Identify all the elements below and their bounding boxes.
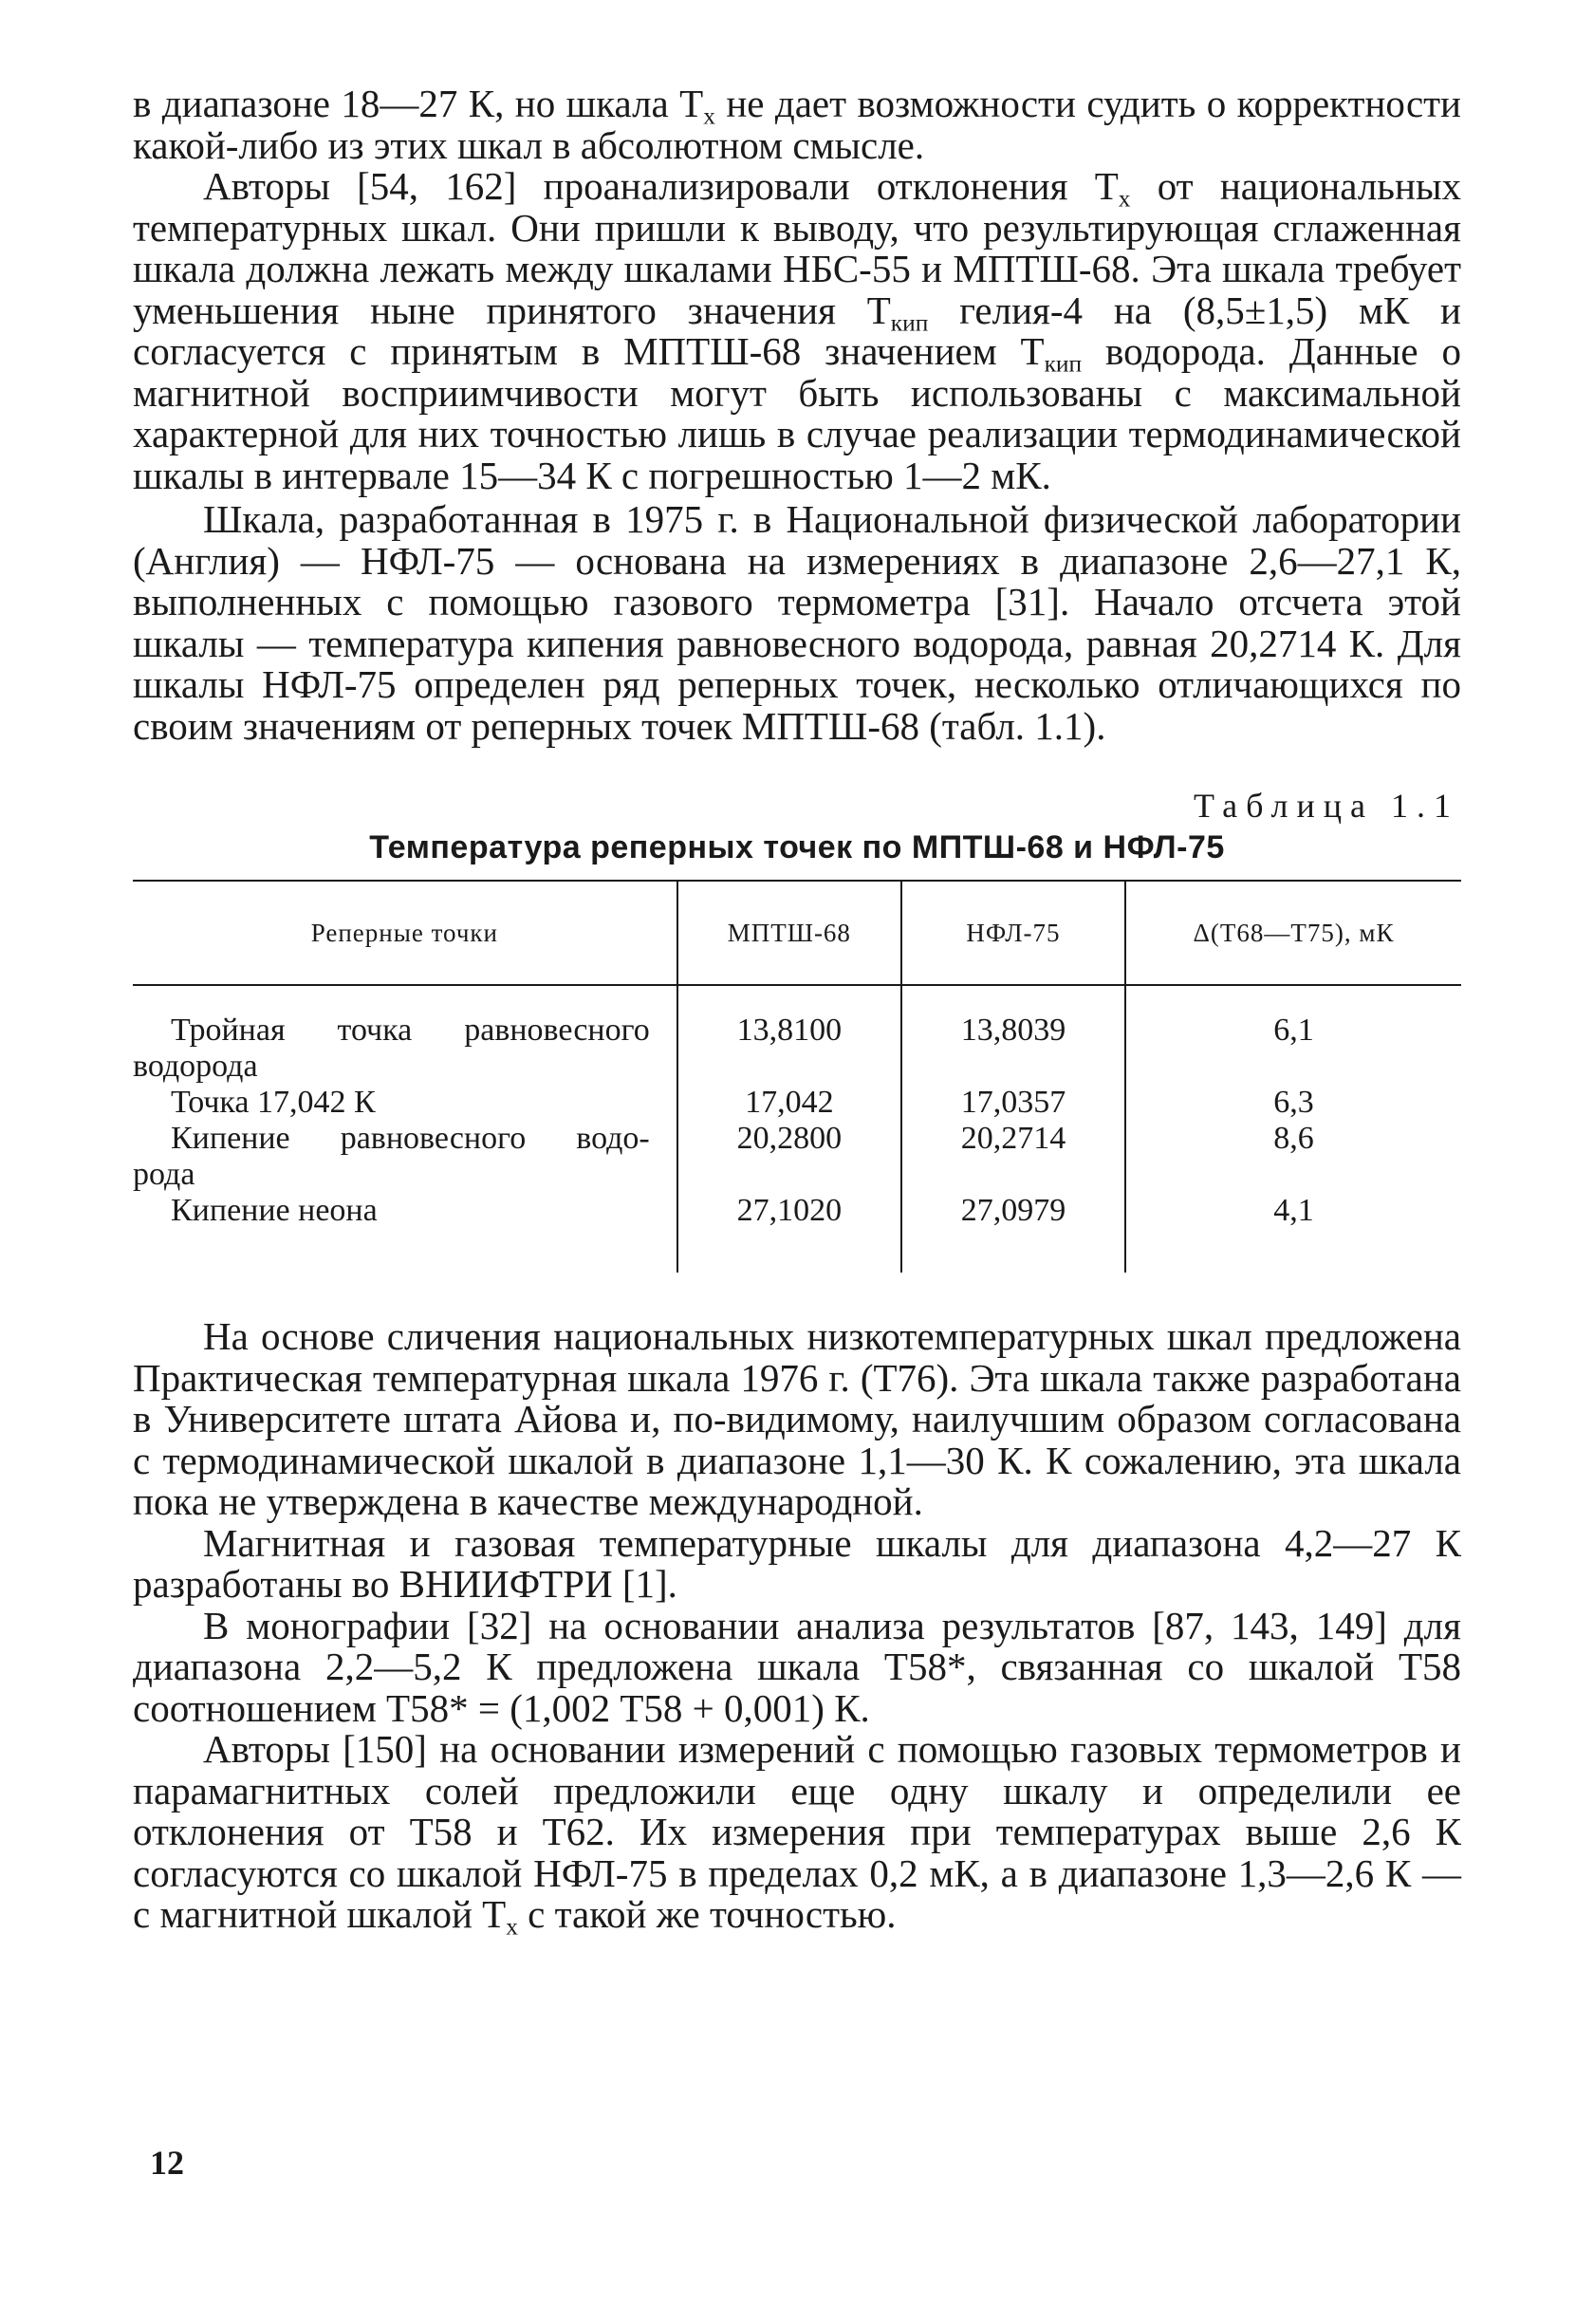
header-mptsh68: МПТШ-68 bbox=[677, 881, 901, 985]
row-label bbox=[133, 1085, 677, 1121]
table-caption: Таблица 1.1 bbox=[1194, 787, 1459, 825]
paragraph-1-text: в диапазоне 18—27 К, но шкала T bbox=[133, 82, 704, 125]
paragraph-4: На основе сличения национальных низкотемпературных шкал предложена Практическая температурная шкала 1976 г. (Т76). Эта шкала также разработана в Университете штата Айова и, по-видимому, наилучшим образом согласована с термодинамической шкалой в диапазоне 1,1—30 К. К сожалению, эта шкала пока не утверждена в качестве международной. bbox=[133, 1314, 1461, 1523]
row-label-line-1: Тройная точка равновесного bbox=[171, 1013, 650, 1048]
cell-delta: 4,1 bbox=[1125, 1193, 1461, 1273]
subscript: x bbox=[703, 102, 715, 130]
table-row bbox=[133, 1085, 1461, 1121]
paragraph-3: Шкала, разработанная в 1975 г. в Национальной физической лаборатории (Англия) — НФЛ-75 — основана на измерениях в диапазоне 2,6—27,1 К, выполненных с помощью газового термометра [31]. Начало отсчета этой шкалы — температура кипения равновесного водорода, равная 20,2714 К. Для шкалы НФЛ-75 определен ряд реперных точек, несколько отличающихся по своим значениям от реперных точек МПТШ-68 (табл. 1.1). bbox=[133, 497, 1461, 748]
table-header-row bbox=[133, 881, 1461, 985]
row-label-line-1: Кипение равновесного водо- bbox=[171, 1121, 650, 1156]
table-title: Температура реперных точек по МПТШ-68 и НФЛ-75 bbox=[369, 829, 1225, 865]
subscript: x bbox=[506, 1913, 518, 1941]
paragraph-2-part-c: гелия-4 на (8,5±1,5) мК и согласуется с принятым в МПТШ-68 значением T bbox=[133, 288, 1461, 373]
reference-points-table bbox=[133, 880, 1461, 1273]
subscript: x bbox=[1118, 185, 1131, 213]
cell-nfl75: 13,8039 bbox=[901, 985, 1125, 1085]
subscript: кип bbox=[890, 309, 929, 337]
page-number: 12 bbox=[150, 2144, 184, 2182]
cell-delta: 6,3 bbox=[1125, 1085, 1461, 1121]
paragraph-7-part-a: Авторы [150] на основании измерений с помощью газовых термометров и парамагнитных солей предложили еще одну шкалу и определили ее отклонения от Т58 и Т62. Их измерения при температурах выше 2,6 К согласуются со шкалой НФЛ-75 в пределах 0,2 мК, а в диапазоне 1,3—2,6 К — с магнитной шкалой T bbox=[133, 1727, 1461, 1936]
row-label bbox=[133, 1121, 677, 1193]
paragraph-2-part-d: водорода. Данные о магнитной восприимчивости могут быть использованы с максимальной характерной для них точностью лишь в случае реализации термодинамической шкалы в интервале 15—34 К с погрешностью 1—2 мК. bbox=[133, 329, 1461, 497]
header-nfl75: НФЛ-75 bbox=[901, 881, 1125, 985]
paragraph-5: Магнитная и газовая температурные шкалы для диапазона 4,2—27 К разработаны во ВНИИФТРИ [1]. bbox=[133, 1520, 1461, 1606]
cell-mptsh68: 20,2800 bbox=[677, 1121, 901, 1193]
paragraph-2-part-b: от национальных температурных шкал. Они пришли к выводу, что результирующая сглаженная шкала должна лежать между шкалами НБС-55 и МПТШ-68. Эта шкала требует уменьшения ныне принятого значения T bbox=[133, 164, 1461, 332]
row-label-line-2: водорода bbox=[133, 1049, 258, 1084]
row-label-line-1: Кипение неона bbox=[171, 1193, 378, 1228]
row-label bbox=[133, 985, 677, 1085]
paragraph-2 bbox=[133, 166, 1461, 496]
paragraph-7-part-b: с такой же точностью. bbox=[517, 1892, 897, 1936]
subscript: кип bbox=[1044, 350, 1083, 378]
table-row bbox=[133, 1193, 1461, 1273]
cell-delta: 8,6 bbox=[1125, 1121, 1461, 1193]
row-label-line-1: Точка 17,042 К bbox=[171, 1085, 376, 1120]
cell-nfl75: 27,0979 bbox=[901, 1193, 1125, 1273]
table-row bbox=[133, 985, 1461, 1085]
row-label-line-2: рода bbox=[133, 1157, 195, 1192]
paragraph-6: В монографии [32] на основании анализа результатов [87, 143, 149] для диапазона 2,2—5,2 К предложена шкала Т58*, связанная со шкалой Т58 соотношением Т58* = (1,002 Т58 + 0,001) К. bbox=[133, 1603, 1461, 1730]
row-label bbox=[133, 1193, 677, 1273]
header-reference-points: Реперные точки bbox=[133, 881, 677, 985]
paragraph-1-text-rest: не дает возможности судить о корректности какой-либо из этих шкал в абсолютном смысле. bbox=[133, 82, 1461, 167]
paragraph-7 bbox=[133, 1727, 1461, 1941]
cell-mptsh68: 13,8100 bbox=[677, 985, 901, 1085]
paragraph-2-part-a: Авторы [54, 162] проанализировали отклонения T bbox=[203, 164, 1119, 208]
cell-mptsh68: 27,1020 bbox=[677, 1193, 901, 1273]
cell-mptsh68: 17,042 bbox=[677, 1085, 901, 1121]
cell-nfl75: 20,2714 bbox=[901, 1121, 1125, 1193]
page-body bbox=[133, 82, 1461, 1941]
table-row bbox=[133, 1121, 1461, 1193]
paragraph-1 bbox=[133, 84, 1461, 166]
cell-delta: 6,1 bbox=[1125, 985, 1461, 1085]
header-delta: Δ(Т68—Т75), мК bbox=[1125, 881, 1461, 985]
cell-nfl75: 17,0357 bbox=[901, 1085, 1125, 1121]
